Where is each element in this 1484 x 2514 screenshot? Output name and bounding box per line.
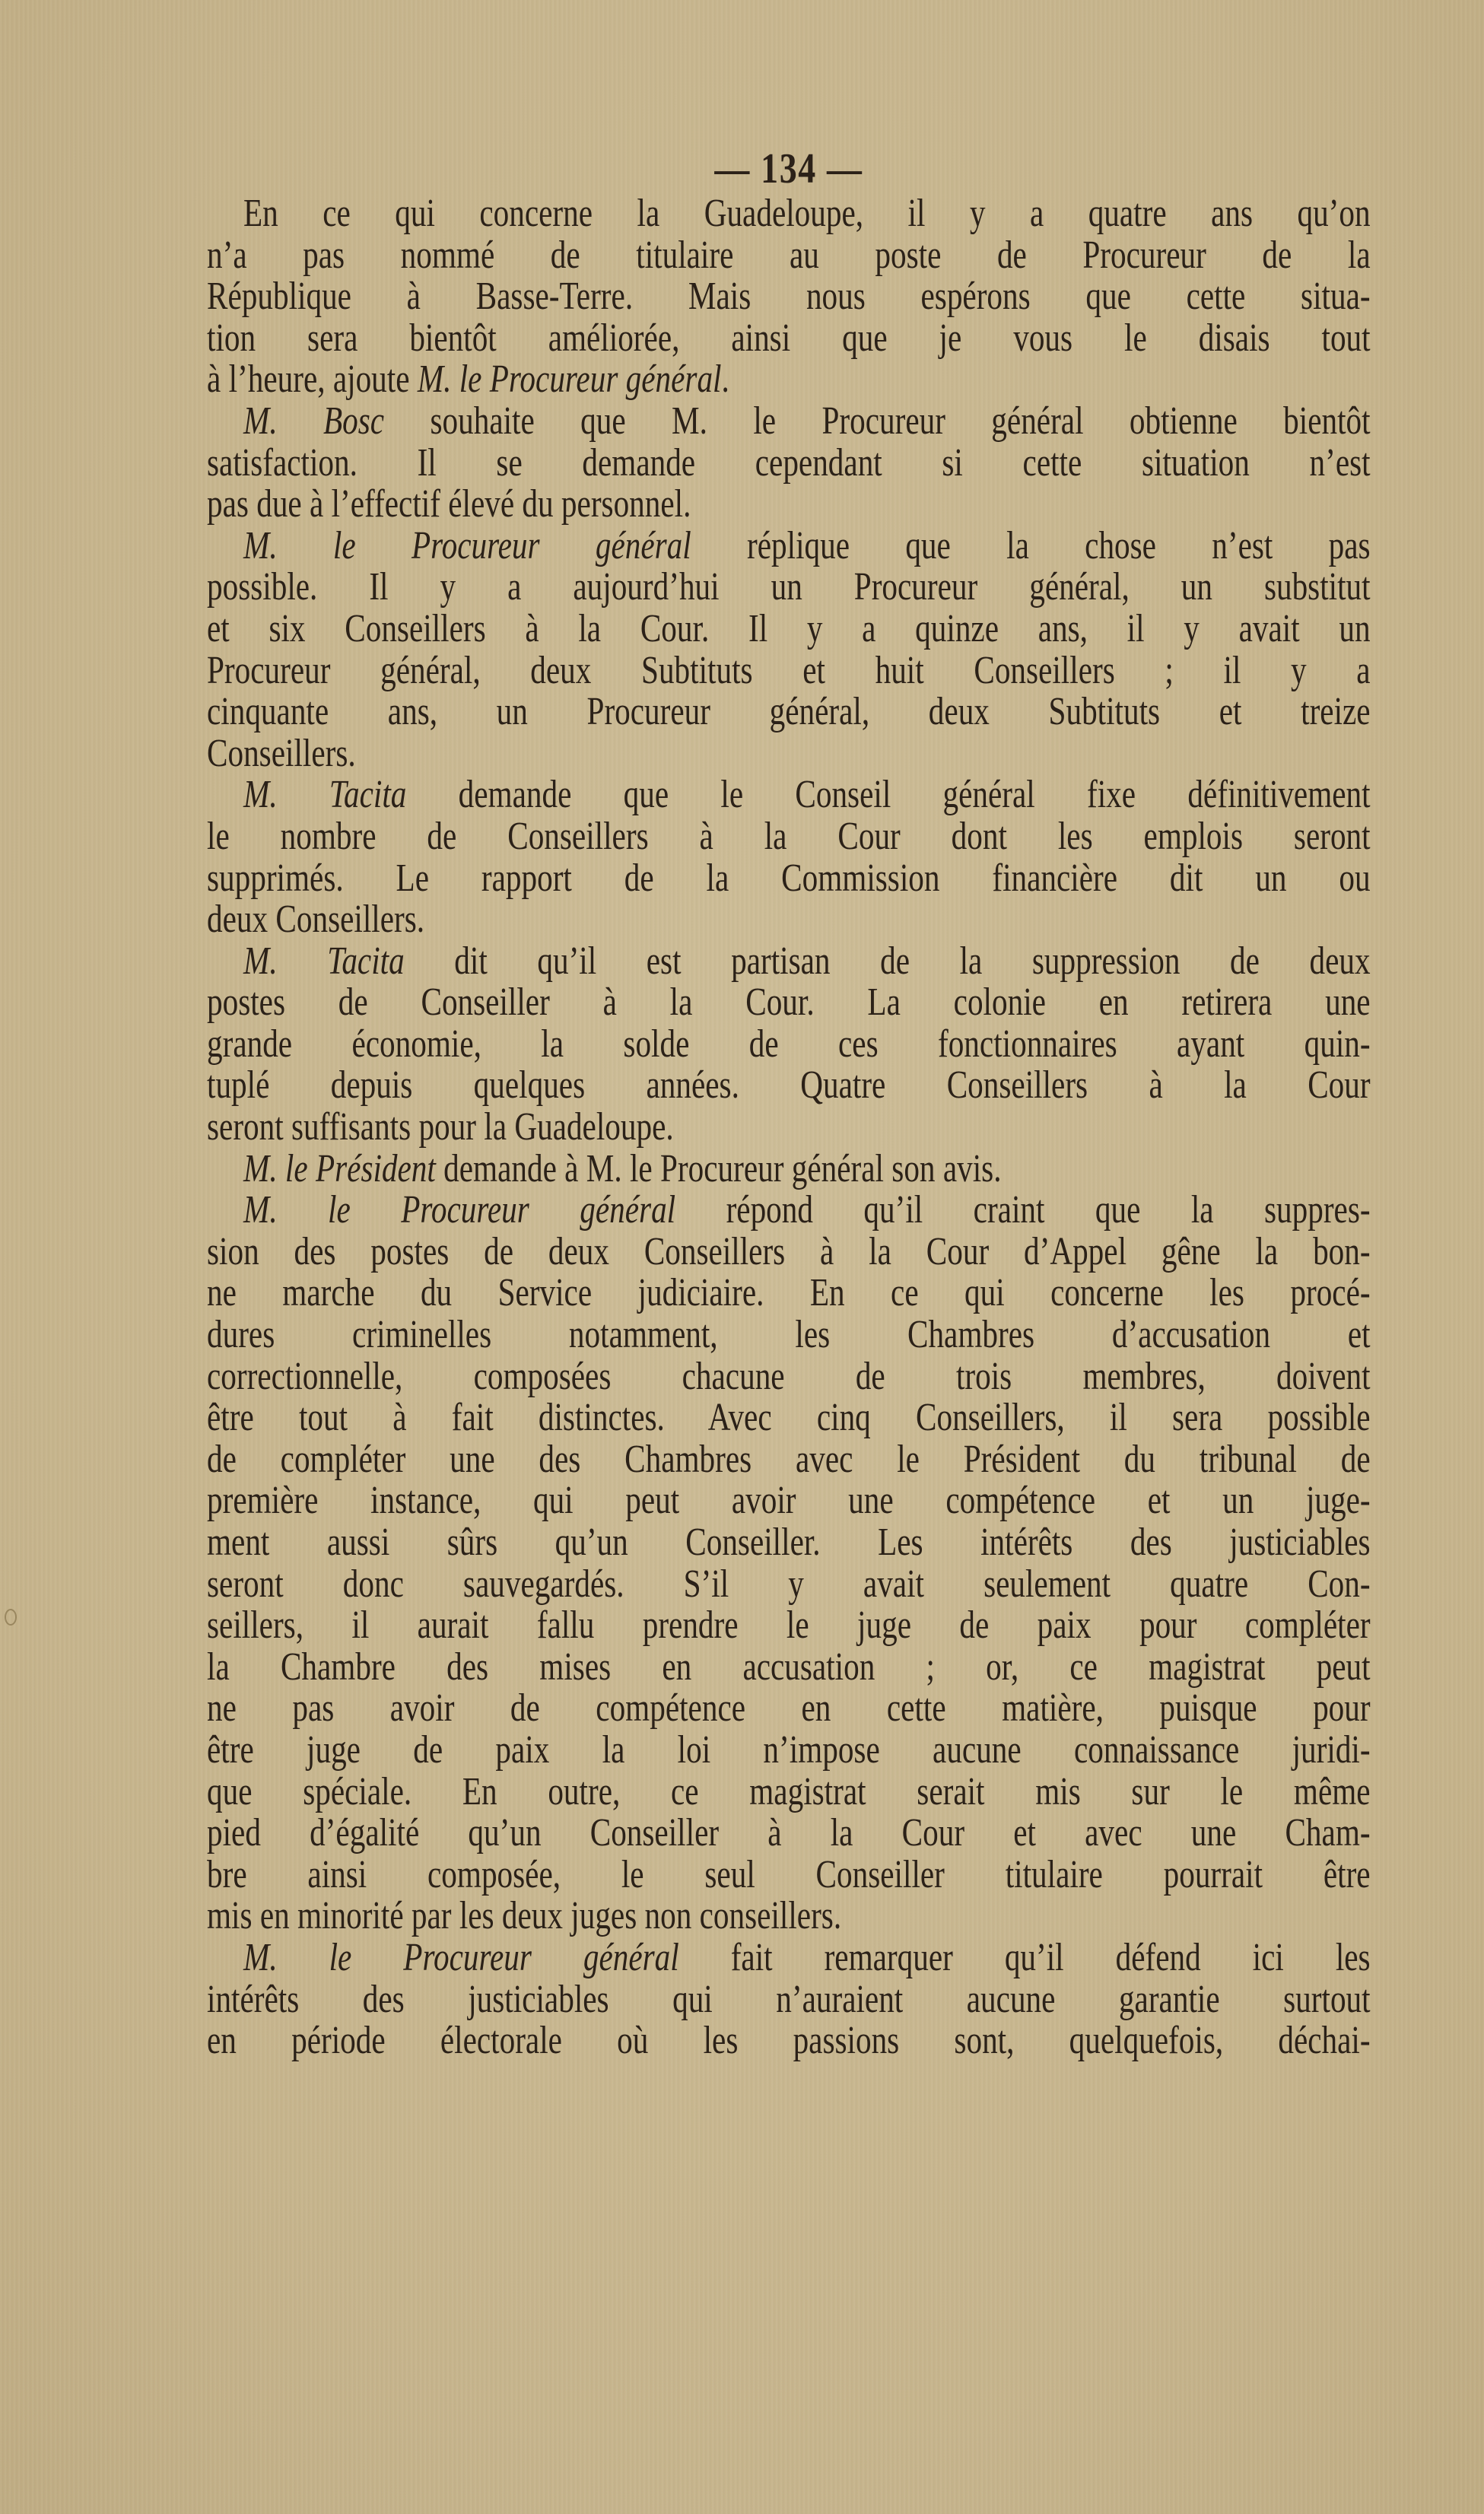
text-line [207, 1439, 1371, 1481]
line-text: possible. Il y a aujourd’hui un Procureur général, un substitut [207, 565, 1371, 609]
text-line [207, 1896, 1371, 1937]
text-line [207, 1356, 1371, 1398]
speaker-name: M. Tacita [243, 939, 405, 983]
line-text: sion des postes de deux Conseillers à la Cour d’Appel gêne la bon- [207, 1229, 1371, 1273]
text-line [207, 858, 1371, 900]
speaker-name: M. le Procureur général [243, 1188, 676, 1232]
speaker-name: M. le Procureur général [243, 1935, 679, 1979]
line-text: supprimés. Le rapport de la Commission financière dit un ou [207, 856, 1371, 900]
paragraph [207, 774, 1371, 940]
line-text: intérêts des justiciables qui n’auraient aucune garantie surtout [207, 1977, 1371, 2021]
text-line [207, 401, 1371, 443]
line-text: le nombre de Conseillers à la Cour dont les emplois seront [207, 814, 1371, 858]
line-text: réplique que la chose n’est pas [691, 523, 1371, 567]
text-line [207, 567, 1371, 609]
text-line [207, 1647, 1371, 1689]
text-line [207, 691, 1371, 733]
line-text: ne pas avoir de compétence en cette matière, puisque pour [207, 1686, 1371, 1731]
line-text: postes de Conseiller à la Cour. La colonie en retirera une [207, 980, 1371, 1025]
text-line [207, 440, 1371, 485]
line-text: que spéciale. En outre, ce magistrat serait mis sur le même [207, 1769, 1371, 1813]
line-text: demande que le Conseil général fixe définitivement [406, 773, 1371, 817]
line-text: Conseillers. [207, 731, 356, 775]
line-text: deux Conseillers. [207, 898, 425, 942]
text-line [207, 1190, 1371, 1232]
body-text [207, 193, 1371, 2062]
text-line [207, 359, 1371, 401]
speaker-name: M. le Procureur général [243, 523, 691, 567]
text-line [207, 1979, 1371, 2021]
line-text: pas due à l’effectif élevé du personnel. [207, 482, 691, 526]
text-line [207, 276, 1371, 318]
line-text: être tout à fait distinctes. Avec cinq Conseillers, il sera possible [207, 1396, 1371, 1440]
text-line [207, 982, 1371, 1024]
text-line [207, 1688, 1371, 1730]
text-line [207, 1229, 1371, 1273]
text-line [207, 2020, 1371, 2062]
line-text: répond qu’il craint que la suppres- [675, 1188, 1371, 1232]
line-text: tuplé depuis quelques années. Quatre Conseillers à la Cour [207, 1063, 1371, 1108]
speaker-name: M. le Président [243, 1146, 436, 1190]
text-line [207, 1024, 1371, 1066]
line-text: Procureur général, deux Subtituts et huit Conseillers ; il y a [207, 648, 1371, 692]
text-line [207, 1522, 1371, 1564]
text-line [207, 235, 1371, 277]
text-line [207, 1397, 1371, 1439]
line-text: République à Basse-Terre. Mais nous espérons que cette situa- [207, 275, 1371, 319]
margin-ink-mark [5, 1609, 17, 1626]
line-text: souhaite que M. le Procureur général obtienne bientôt [384, 399, 1371, 443]
speaker-name: M. le Procureur général [417, 358, 722, 402]
line-text: grande économie, la solde de ces fonctionnaires ayant quin- [207, 1022, 1371, 1066]
text-line [207, 1564, 1371, 1606]
paragraph [207, 193, 1371, 401]
line-text: la Chambre des mises en accusation ; or, ce magistrat peut [207, 1645, 1371, 1689]
text-line [207, 941, 1371, 983]
line-text: En ce qui concerne la Guadeloupe, il y a quatre ans qu’on [243, 192, 1371, 235]
line-text: satisfaction. Il se demande cependant si cette situation n’est [207, 440, 1371, 485]
page-number: — 134 — [714, 145, 863, 192]
speaker-name: M. Bosc [243, 399, 385, 443]
text-line [207, 1852, 1371, 1896]
line-text: mis en minorité par les deux juges non conseillers. [207, 1894, 842, 1938]
text-line [207, 193, 1371, 235]
text-line [207, 733, 1371, 775]
text-line [207, 650, 1371, 692]
paragraph [207, 401, 1371, 526]
text-line [207, 484, 1371, 526]
line-text: seront donc sauvegardés. S’il y avait seulement quatre Con- [207, 1562, 1371, 1606]
line-text: seillers, il aurait fallu prendre le juge de paix pour compléter [207, 1603, 1371, 1648]
line-text: en période électorale où les passions sont, quelquefois, déchai- [207, 2019, 1371, 2063]
text-line [207, 606, 1371, 650]
paragraph [207, 1146, 1371, 1190]
paragraph [207, 941, 1371, 1149]
line-text: . [721, 358, 729, 402]
text-line [207, 1065, 1371, 1107]
line-text: dures criminelles notamment, les Chambres d’accusation et [207, 1313, 1371, 1357]
text-line [207, 816, 1371, 858]
line-text: être juge de paix la loi n’impose aucune connaissance juridi- [207, 1727, 1371, 1772]
line-text: de compléter une des Chambres avec le Président du tribunal de [207, 1437, 1371, 1481]
text-line [207, 1146, 1371, 1190]
text-line [207, 1937, 1371, 1979]
line-text: correctionnelle, composées chacune de trois membres, doivent [207, 1354, 1371, 1398]
text-line [207, 523, 1371, 567]
line-text: seront suffisants pour la Guadeloupe. [207, 1105, 674, 1149]
text-line [207, 1107, 1371, 1149]
text-line [207, 899, 1371, 941]
line-text: fait remarquer qu’il défend ici les [678, 1935, 1371, 1979]
text-line [207, 1769, 1371, 1813]
line-text: pied d’égalité qu’un Conseiller à la Cour et avec une Cham- [207, 1811, 1371, 1855]
line-text: bre ainsi composée, le seul Conseiller titulaire pourrait être [207, 1852, 1371, 1896]
line-text: ment aussi sûrs qu’un Conseiller. Les intérêts des justiciables [207, 1521, 1371, 1564]
line-text: ne marche du Service judiciaire. En ce qui concerne les procé- [207, 1271, 1371, 1315]
paragraph [207, 523, 1371, 775]
text-line [207, 1273, 1371, 1314]
line-text: et six Conseillers à la Cour. Il y a quinze ans, il y avait un [207, 606, 1371, 650]
paragraph [207, 1937, 1371, 2062]
text-line [207, 774, 1371, 816]
paragraph [207, 1190, 1371, 1937]
text-line [207, 1480, 1371, 1522]
line-text: à l’heure, ajoute [207, 358, 418, 402]
text-line [207, 1727, 1371, 1772]
line-text: première instance, qui peut avoir une compétence et un juge- [207, 1479, 1371, 1523]
speaker-name: M. Tacita [243, 773, 407, 817]
text-line [207, 318, 1371, 360]
text-line [207, 1813, 1371, 1855]
line-text: cinquante ans, un Procureur général, deux Subtituts et treize [207, 690, 1371, 734]
line-text: tion sera bientôt améliorée, ainsi que je vous le disais tout [207, 316, 1371, 360]
text-line [207, 1314, 1371, 1356]
line-text: dit qu’il est partisan de la suppression de deux [404, 939, 1371, 983]
line-text: demande à M. le Procureur général son avis. [435, 1146, 1002, 1190]
line-text: n’a pas nommé de titulaire au poste de Procureur de la [207, 233, 1371, 277]
book-page [207, 145, 1371, 2062]
text-line [207, 1605, 1371, 1647]
